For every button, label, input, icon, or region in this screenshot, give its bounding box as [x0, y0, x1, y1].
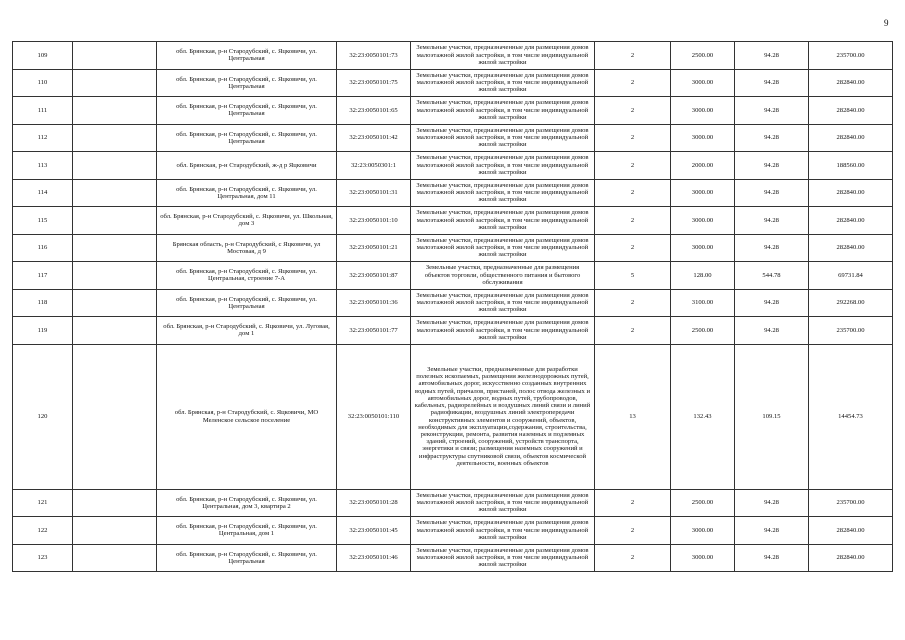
table-row	[13, 517, 893, 545]
purpose-cell: Земельные участки, предназначенные для размещения домов малоэтажной жилой застройки, в том числе индивидуальной жилой застройки	[411, 234, 595, 262]
cadastral-value-cell: 282840.00	[809, 544, 893, 572]
cadastral-value-cell: 282840.00	[809, 517, 893, 545]
purpose-cell: Земельные участки, предназначенные для размещения домов малоэтажной жилой застройки, в том числе индивидуальной жилой застройки	[411, 544, 595, 572]
group-code-cell: 2	[595, 69, 671, 97]
table-row	[13, 69, 893, 97]
spacer	[73, 152, 157, 180]
group-code-cell: 2	[595, 234, 671, 262]
group-code-cell: 2	[595, 544, 671, 572]
spacer	[73, 544, 157, 572]
spacer	[73, 262, 157, 290]
area-cell: 3000.00	[671, 234, 735, 262]
row-number: 122	[13, 517, 73, 545]
cadastral-value-cell: 292268.00	[809, 289, 893, 317]
cadastral-number-cell: 32:23:0050101:36	[337, 289, 411, 317]
row-number: 116	[13, 234, 73, 262]
row-number: 118	[13, 289, 73, 317]
cadastral-number-cell: 32:23:0050101:75	[337, 69, 411, 97]
address-cell: обл. Брянская, р-н Стародубский, с. Яцковичи, ул. Центральная, дом 1	[157, 517, 337, 545]
rate-cell: 94.28	[735, 517, 809, 545]
purpose-cell: Земельные участки, предназначенные для размещения домов малоэтажной жилой застройки, в том числе индивидуальной жилой застройки	[411, 517, 595, 545]
cadastral-number-cell: 32:23:0050101:21	[337, 234, 411, 262]
group-code-cell: 13	[595, 344, 671, 489]
area-cell: 2500.00	[671, 42, 735, 70]
rate-cell: 94.28	[735, 317, 809, 345]
cadastral-number-cell: 32:23:0050101:46	[337, 544, 411, 572]
table-row	[13, 344, 893, 489]
cadastral-number-cell: 32:23:0050101:31	[337, 179, 411, 207]
cadastral-value-cell: 282840.00	[809, 234, 893, 262]
purpose-cell: Земельные участки, предназначенные для размещения домов малоэтажной жилой застройки, в том числе индивидуальной жилой застройки	[411, 69, 595, 97]
cadastral-value-cell: 235700.00	[809, 317, 893, 345]
spacer	[73, 42, 157, 70]
cadastral-value-cell: 235700.00	[809, 489, 893, 517]
address-cell: обл. Брянская, р-н Стародубский, ж-д р Яцковичи	[157, 152, 337, 180]
purpose-cell: Земельные участки, предназначенные для размещения домов малоэтажной жилой застройки, в том числе индивидуальной жилой застройки	[411, 124, 595, 152]
purpose-cell: Земельные участки, предназначенные для размещения домов малоэтажной жилой застройки, в том числе индивидуальной жилой застройки	[411, 179, 595, 207]
row-number: 110	[13, 69, 73, 97]
rate-cell: 544.78	[735, 262, 809, 290]
area-cell: 3100.00	[671, 289, 735, 317]
spacer	[73, 234, 157, 262]
area-cell: 3000.00	[671, 207, 735, 235]
cadastral-value-cell: 282840.00	[809, 179, 893, 207]
table-row	[13, 42, 893, 70]
purpose-cell: Земельные участки, предназначенные для размещения домов малоэтажной жилой застройки, в том числе индивидуальной жилой застройки	[411, 42, 595, 70]
rate-cell: 94.28	[735, 544, 809, 572]
address-cell: обл. Брянская, р-н Стародубский, с. Яцковичи, ул. Центральная, строение 7-А	[157, 262, 337, 290]
rate-cell: 94.28	[735, 124, 809, 152]
cadastral-number-cell: 32:23:0050101:45	[337, 517, 411, 545]
address-cell: обл. Брянская, р-н Стародубский, с. Яцковичи, ул. Центральная	[157, 124, 337, 152]
cadastral-number-cell: 32:23:0050101:65	[337, 97, 411, 125]
group-code-cell: 2	[595, 179, 671, 207]
rate-cell: 94.28	[735, 69, 809, 97]
rate-cell: 94.28	[735, 179, 809, 207]
area-cell: 128.00	[671, 262, 735, 290]
purpose-cell: Земельные участки, предназначенные для размещения домов малоэтажной жилой застройки, в том числе индивидуальной жилой застройки	[411, 97, 595, 125]
rate-cell: 94.28	[735, 234, 809, 262]
address-cell: обл. Брянская, р-н Стародубский, с. Яцковичи, МО Меленское сельское поселение	[157, 344, 337, 489]
area-cell: 3000.00	[671, 544, 735, 572]
cadastral-number-cell: 32:23:0050101:10	[337, 207, 411, 235]
cadastral-value-cell: 282840.00	[809, 124, 893, 152]
purpose-cell: Земельные участки, предназначенные для размещения домов малоэтажной жилой застройки, в том числе индивидуальной жилой застройки	[411, 152, 595, 180]
cadastral-number-cell: 32:23:0050101:77	[337, 317, 411, 345]
group-code-cell: 2	[595, 152, 671, 180]
address-cell: обл. Брянская, р-н Стародубский, с. Яцковичи, ул. Луговая, дом 1	[157, 317, 337, 345]
area-cell: 3000.00	[671, 179, 735, 207]
row-number: 115	[13, 207, 73, 235]
area-cell: 3000.00	[671, 69, 735, 97]
table-row	[13, 262, 893, 290]
group-code-cell: 5	[595, 262, 671, 290]
rate-cell: 94.28	[735, 97, 809, 125]
area-cell: 3000.00	[671, 124, 735, 152]
cadastral-value-cell: 282840.00	[809, 97, 893, 125]
group-code-cell: 2	[595, 517, 671, 545]
cadastral-number-cell: 32:23:0050301:1	[337, 152, 411, 180]
group-code-cell: 2	[595, 489, 671, 517]
spacer	[73, 317, 157, 345]
cadastral-value-cell: 282840.00	[809, 69, 893, 97]
area-cell: 132.43	[671, 344, 735, 489]
row-number: 119	[13, 317, 73, 345]
address-cell: обл. Брянская, р-н Стародубский, с. Яцковичи, ул. Центральная	[157, 69, 337, 97]
table-row	[13, 124, 893, 152]
address-cell: Брянская область, р-н Стародубский, с Яцковичи, ул Мостовая, д 9	[157, 234, 337, 262]
cadastral-value-cell: 14454.73	[809, 344, 893, 489]
group-code-cell: 2	[595, 124, 671, 152]
cadastral-value-cell: 69731.84	[809, 262, 893, 290]
address-cell: обл. Брянская, р-н Стародубский, с. Яцковичи, ул. Центральная	[157, 544, 337, 572]
spacer	[73, 344, 157, 489]
address-cell: обл. Брянская, р-н Стародубский, с. Яцковичи, ул. Школьная, дом 3	[157, 207, 337, 235]
area-cell: 2000.00	[671, 152, 735, 180]
row-number: 111	[13, 97, 73, 125]
rate-cell: 94.28	[735, 152, 809, 180]
table-row	[13, 544, 893, 572]
area-cell: 3000.00	[671, 97, 735, 125]
row-number: 114	[13, 179, 73, 207]
row-number: 112	[13, 124, 73, 152]
cadastral-value-cell: 235700.00	[809, 42, 893, 70]
row-number: 121	[13, 489, 73, 517]
rate-cell: 94.28	[735, 207, 809, 235]
area-cell: 2500.00	[671, 489, 735, 517]
purpose-cell: Земельные участки, предназначенные для размещения объектов торговли, общественного питания и бытового обслуживания	[411, 262, 595, 290]
purpose-cell: Земельные участки, предназначенные для размещения домов малоэтажной жилой застройки, в том числе индивидуальной жилой застройки	[411, 489, 595, 517]
spacer	[73, 489, 157, 517]
purpose-cell: Земельные участки, предназначенные для разработки полезных ископаемых, размещения железнодорожных путей, автомобильных дорог, искусственно созданных внутренних водных путей, причалов, пристаней, полос отвода железных и автомобильных дорог, водных путей, трубопроводов, кабельных, радиорелейных и воздушных линий связи и линий радиофикации, воздушных линий электропередачи конструктивных элементов и сооружений, объектов, необходимых для эксплуатации,содержания, строительства, реконструкции, ремонта, развития наземных и подземных зданий, строений, сооружений, устройств транспорта, энергетики и связи; размещения наземных сооружений и инфраструктуры спутниковой связи, объектов космической деятельности, военных объектов	[411, 344, 595, 489]
table-row	[13, 234, 893, 262]
rate-cell: 109.15	[735, 344, 809, 489]
area-cell: 2500.00	[671, 317, 735, 345]
table-row	[13, 152, 893, 180]
group-code-cell: 2	[595, 317, 671, 345]
table-row	[13, 289, 893, 317]
table-row	[13, 97, 893, 125]
spacer	[73, 289, 157, 317]
address-cell: обл. Брянская, р-н Стародубский, с. Яцковичи, ул. Центральная	[157, 97, 337, 125]
cadastral-value-cell: 188560.00	[809, 152, 893, 180]
area-cell: 3000.00	[671, 517, 735, 545]
spacer	[73, 517, 157, 545]
group-code-cell: 2	[595, 289, 671, 317]
row-number: 123	[13, 544, 73, 572]
row-number: 113	[13, 152, 73, 180]
rate-cell: 94.28	[735, 42, 809, 70]
table-row	[13, 207, 893, 235]
address-cell: обл. Брянская, р-н Стародубский, с. Яцковичи, ул. Центральная, дом 11	[157, 179, 337, 207]
table-row	[13, 489, 893, 517]
purpose-cell: Земельные участки, предназначенные для размещения домов малоэтажной жилой застройки, в том числе индивидуальной жилой застройки	[411, 317, 595, 345]
row-number: 120	[13, 344, 73, 489]
row-number: 117	[13, 262, 73, 290]
group-code-cell: 2	[595, 207, 671, 235]
spacer	[73, 97, 157, 125]
table-row	[13, 317, 893, 345]
rate-cell: 94.28	[735, 289, 809, 317]
row-number: 109	[13, 42, 73, 70]
page-number: 9	[884, 18, 889, 28]
cadastral-value-cell: 282840.00	[809, 207, 893, 235]
group-code-cell: 2	[595, 42, 671, 70]
group-code-cell: 2	[595, 97, 671, 125]
address-cell: обл. Брянская, р-н Стародубский, с. Яцковичи, ул. Центральная	[157, 42, 337, 70]
address-cell: обл. Брянская, р-н Стародубский, с. Яцковичи, ул. Центральная	[157, 289, 337, 317]
cadastral-number-cell: 32:23:0050101:42	[337, 124, 411, 152]
purpose-cell: Земельные участки, предназначенные для размещения домов малоэтажной жилой застройки, в том числе индивидуальной жилой застройки	[411, 289, 595, 317]
spacer	[73, 207, 157, 235]
rate-cell: 94.28	[735, 489, 809, 517]
address-cell: обл. Брянская, р-н Стародубский, с. Яцковичи, ул. Центральная, дом 3, квартира 2	[157, 489, 337, 517]
cadastral-number-cell: 32:23:0050101:73	[337, 42, 411, 70]
land-registry-table	[12, 41, 893, 572]
cadastral-number-cell: 32:23:0050101:28	[337, 489, 411, 517]
cadastral-number-cell: 32:23:0050101:87	[337, 262, 411, 290]
purpose-cell: Земельные участки, предназначенные для размещения домов малоэтажной жилой застройки, в том числе индивидуальной жилой застройки	[411, 207, 595, 235]
cadastral-number-cell: 32:23:0050101:110	[337, 344, 411, 489]
spacer	[73, 179, 157, 207]
table-row	[13, 179, 893, 207]
spacer	[73, 124, 157, 152]
spacer	[73, 69, 157, 97]
table-body	[13, 42, 893, 572]
